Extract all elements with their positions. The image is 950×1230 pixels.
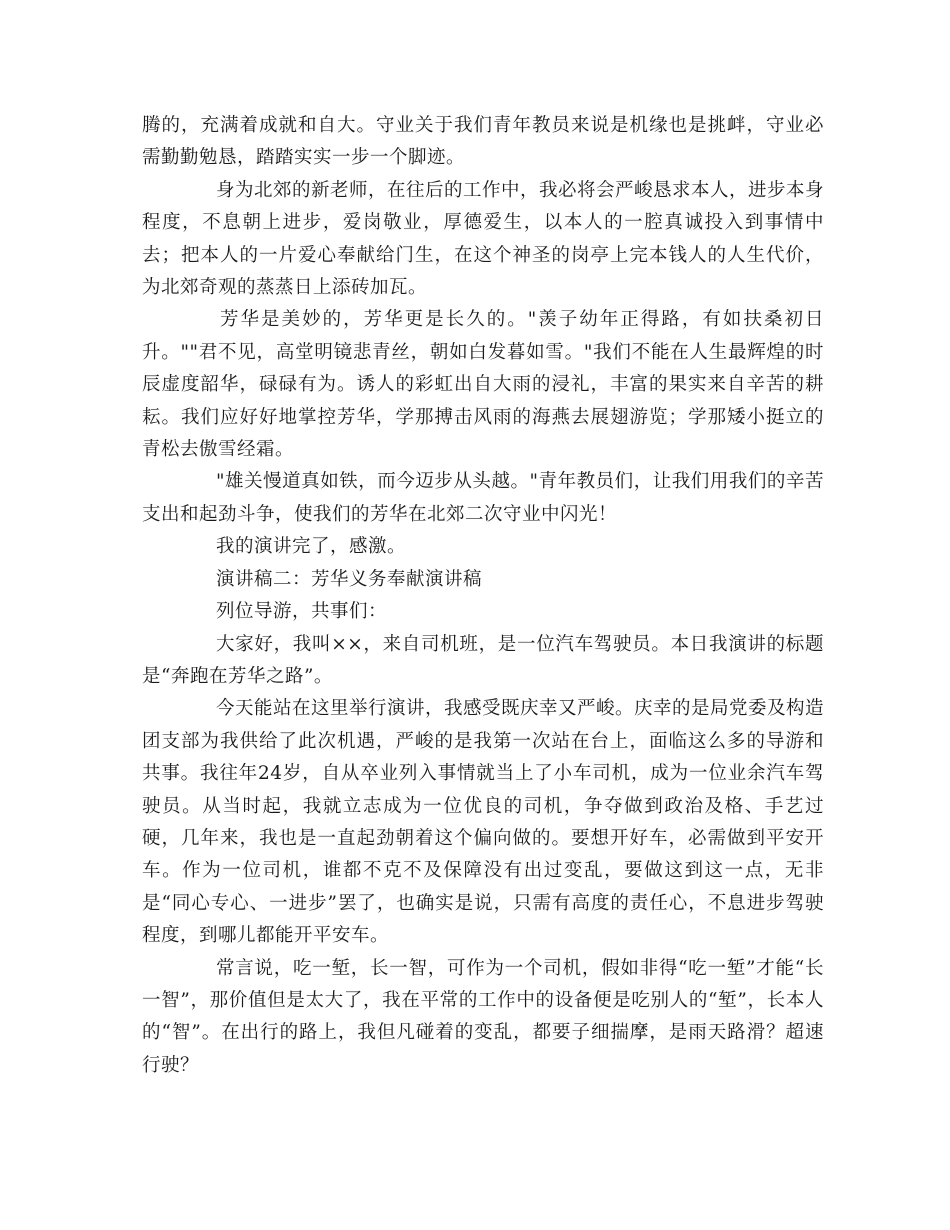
document-body bbox=[142, 110, 824, 1082]
paragraph-8: 大家好，我叫××，来自司机班，是一位汽车驾驶员。本日我演讲的标题是“奔跑在芳华之路”。 bbox=[142, 633, 824, 687]
paragraph-4: "雄关慢道真如铁，而今迈步从头越。"青年教员们，让我们用我们的辛苦支出和起劲斗争，使我们的芳华在北郊二次守业中闪光！ bbox=[142, 471, 824, 525]
paragraph-1: 腾的，充满着成就和自大。守业关于我们青年教员来说是机缘也是挑衅，守业必需勤勤勉恳，踏踏实实一步一个脚迹。 bbox=[142, 115, 824, 169]
paragraph-3: 芳华是美妙的，芳华更是长久的。"羡子幼年正得路，有如扶桑初日升。""君不见，高堂明镜悲青丝，朝如白发暮如雪。"我们不能在人生最辉煌的时辰虚度韶华，碌碌有为。诱人的彩虹出自大雨的浸礼，丰富的果实来自辛苦的耕耘。我们应好好地掌控芳华，学那搏击风雨的海燕去展翅游览；学那矮小挺立的青松去傲雪经霜。 bbox=[142, 309, 824, 461]
section-heading: 演讲稿二：芳华义务奉献演讲稿 bbox=[216, 568, 483, 590]
paragraph-9: 今天能站在这里举行演讲，我感受既庆幸又严峻。庆幸的是局党委及构造团支部为我供给了此次机遇，严峻的是我第一次站在台上，面临这么多的导游和共事。我往年24岁，自从卒业列入事情就当上了小车司机，成为一位业余汽车驾驶员。从当时起，我就立志成为一位优良的司机，争夺做到政治及格、手艺过硬，几年来，我也是一直起劲朝着这个偏向做的。要想开好车，必需做到平安开车。作为一位司机，谁都不克不及保障没有出过变乱，要做这到这一点，无非是“同心专心、一进步”罢了，也确实是说，只需有高度的责任心，不息进步驾驶程度，到哪儿都能开平安车。 bbox=[142, 698, 825, 947]
paragraph-2: 身为北郊的新老师，在往后的工作中，我必将会严峻恳求本人，进步本身程度，不息朝上进步，爱岗敬业，厚德爱生，以本人的一腔真诚投入到事情中去；把本人的一片爱心奉献给门生，在这个神圣的岗亭上完本钱人的人生代价，为北郊奇观的蒸蒸日上添砖加瓦。 bbox=[142, 179, 825, 299]
salutation: 列位导游，共事们： bbox=[216, 601, 388, 623]
paragraph-5: 我的演讲完了，感激。 bbox=[216, 536, 407, 558]
paragraph-10: 常言说，吃一堑，长一智，可作为一个司机，假如非得“吃一堑”才能“长一智”，那价值但是太大了，我在平常的工作中的设备便是吃别人的“堑”，长本人的“智”。在出行的路上，我但凡碰着的变乱，都要子细揣摩，是雨天路滑？超速行驶？ bbox=[142, 957, 824, 1076]
